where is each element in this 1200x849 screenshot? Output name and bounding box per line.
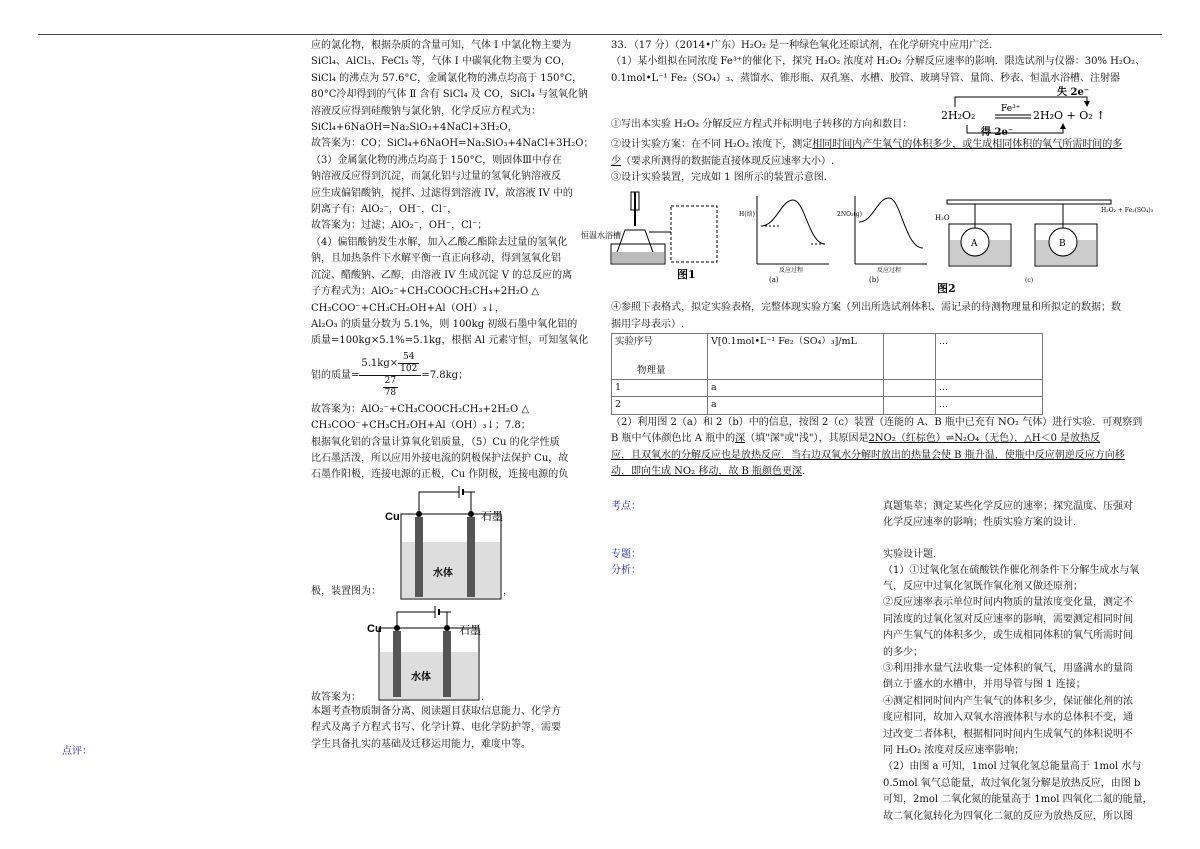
fig1-caption: 图1 xyxy=(677,268,696,282)
left-column xyxy=(311,38,599,753)
frac-inner-top: 54 xyxy=(398,352,419,364)
right-column xyxy=(581,38,1171,825)
eq-left: 2H₂O₂ xyxy=(941,109,976,123)
figure-1-and-2 xyxy=(581,186,1171,298)
left-text-line: 比石墨活泼，所以应用外接电流的阴极保护法保护 Cu，故 xyxy=(311,452,569,464)
fig2b-ylabel: 2NO₂(g) xyxy=(837,211,862,219)
analysis-line: ③利用排水量气法收集一定体积的氧气，用盛满水的量筒 xyxy=(883,662,1133,674)
fig1-bath-label: 恒温水浴槽 xyxy=(581,231,621,241)
water-label-2: 水体 xyxy=(411,671,431,683)
frac-den-a: 27 xyxy=(384,376,397,387)
analysis-line: 同浓度的过氧化氢对反应速率的影响，需要测定相同时间 xyxy=(883,613,1133,625)
left-text-line: SiCl₄+6NaOH=Na₂SiO₃+4NaCl+3H₂O， xyxy=(311,122,518,134)
analysis-line: 气，反应中过氧化氢既作氧化剂又做还原剂； xyxy=(883,580,1083,592)
cell-suffix: ， xyxy=(503,585,513,597)
graphite-label-2: 石墨 xyxy=(459,624,481,637)
left-text-line: 阴离子有：AlO₂⁻，OH⁻，Cl⁻， xyxy=(311,204,458,216)
fig2b-tag: (b) xyxy=(869,276,879,285)
left-text-line: 应的氯化物，根据杂质的含量可知，气体 I 中氯化物主要为 xyxy=(311,40,572,51)
fenxi-section xyxy=(611,563,1171,826)
question-title: 33．（17 分）（2014•广东）H₂O₂ 是一种绿色氧化还原试剂，在化学研究中应用广泛. xyxy=(611,40,993,51)
left-text-line: 应生成偏铝酸钠，搅拌、过滤得到溶液 IV，故溶液 IV 中的 xyxy=(311,187,573,199)
top-rule xyxy=(38,34,1162,35)
lose-electrons: 失 2e⁻ xyxy=(1057,87,1090,99)
comment-block xyxy=(311,704,599,753)
fig2c-h2o: H₂O xyxy=(935,214,950,223)
left-text-line: （3）金属氯化物的沸点均高于 150°C，则固体Ⅲ中存在 xyxy=(311,154,562,166)
kaodian-label: 考点： xyxy=(611,500,641,512)
fig2c-reagent: H₂O₂ + Fe₂(SO₄)₃ xyxy=(1101,207,1154,215)
table-row: 1 a ... xyxy=(612,380,1043,397)
left-text-line: SiCl₄、AlCl₃、FeCl₃ 等，气体 I 中碳氧化物主要为 CO， xyxy=(311,56,571,68)
left-text-line: 钠溶液反应得到沉淀，而氯化铝与过量的氢氧化钠溶液反 xyxy=(311,171,561,183)
analysis-line: 度应相同，故加入双氧水溶液体积与水的总体积不变，通 xyxy=(883,712,1133,724)
analysis-line: 同 H₂O₂ 浓度对反应速率影响； xyxy=(883,744,1025,756)
analysis-line: 倒立于盛水的水槽中，并用导管与图 1 连接； xyxy=(883,679,1086,691)
left-text-line: 故答案为：AlO₂⁻+CH₃COOCH₂CH₃+2H₂O △ xyxy=(311,403,530,415)
left-text-line: Al₂O₃ 的质量分数为 5.1%，则 100kg 初级石墨中氧化铝的 xyxy=(311,318,578,330)
left-text-line: 故答案为：过滤；AlO₂⁻，OH⁻，Cl⁻； xyxy=(311,220,488,232)
experiment-table xyxy=(611,333,1043,415)
analysis-line: 可知，2mol 二氧化氮的能量高于 1mol 四氧化二氮的能量， xyxy=(883,794,1153,806)
comment-line: 本题考查物质制备分离、阅读题目获取信息能力、化学方 xyxy=(311,705,561,717)
left-text-line: 沉淀、醋酸钠、乙醇，由溶液 IV 生成沉淀 V 的总反应的离 xyxy=(311,269,573,281)
zhuanti-value: 实验设计题． xyxy=(883,548,943,560)
frac-suffix: =7.8kg； xyxy=(421,369,469,381)
analysis-line: ②反应速率表示单位时间内物质的量浓度变化量，测定不 xyxy=(883,597,1133,609)
header-quantity: 物理量 xyxy=(637,364,666,376)
kaodian-value-2: 化学反应速率的影响；性质实验方案的设计． xyxy=(883,516,1083,528)
step4-line1: ④参照下表格式，拟定实验表格，完整体现实验方案（列出所选试剂体积、需记录的待测物理量和所拟定的数据；数 xyxy=(611,302,1121,314)
table-row: 2 a ... xyxy=(612,397,1043,414)
graphite-label: 石墨 xyxy=(481,510,503,523)
part2-line2: B 瓶中气体颜色比 A 瓶中的深（填"深"或"浅"），其原因是2NO₂（红棕色）⇌N₂O₄（无色），△H＜0 是放热反 xyxy=(611,433,1101,445)
flask-a-label: A xyxy=(971,239,978,250)
left-text-line: SiCl₄ 的沸点为 57.6°C，金属氯化物的沸点均高于 150°C， xyxy=(311,72,583,84)
zhuanti-section xyxy=(611,547,1171,563)
analysis-line: 的多少； xyxy=(883,646,923,658)
q1-line1: （1）某小组拟在同浓度 Fe³⁺的催化下，探究 H₂O₂ 浓度对 H₂O₂ 分解反应速率的影响．限选试剂与仪器：30% H₂O₂、 xyxy=(611,56,1146,68)
step2-line2: 少（要求所测得的数据能直接体现反应速率大小）. xyxy=(611,155,835,167)
analysis-line: 0.5mol 氧气总能量，故过氧化氢分解是放热反应，由图 b xyxy=(883,777,1141,789)
part2-line3: 应，且双氧水的分解反应也是放热反应．当右边双氧水分解时放出的热量会使 B 瓶升温，使瓶中反应朝逆反应方向移 xyxy=(611,449,1125,461)
header-volume: V[0.1mol•L⁻¹ Fe₂（SO₄）₃]/mL xyxy=(708,334,884,380)
cu-label-2: Cu xyxy=(367,622,382,635)
kaodian-value-1: 真题集萃；测定某些化学反应的速率；探究温度、压强对 xyxy=(883,500,1133,512)
left-text-line: 80°C冷却得到的气体 Ⅱ 含有 SiCl₄ 及 CO，SiCl₄ 与氢氧化钠 xyxy=(311,89,588,101)
step1: ①写出本实验 H₂O₂ 分解反应方程式并标明电子转移的方向和数目： xyxy=(611,119,913,131)
table-header-row xyxy=(612,334,1043,380)
left-text-line: 质量=100kg×5.1%=5.1kg，根据 Al 元素守恒，可知氢氧化 xyxy=(311,335,589,347)
comment-label: 点评： xyxy=(62,746,92,757)
left-text-line: 子方程式为：AlO₂⁻+CH₃COOCH₂CH₃+2H₂O △ xyxy=(311,286,540,298)
left-text-line: 钠，且加热条件下水解平衡一直正向移动，得到氢氧化铝 xyxy=(311,253,561,265)
step2-line1: ②设计实验方案：在不同 H₂O₂ 浓度下，测定相同时间内产生氧气的体积多少，或生成相同体积的氧气所需时间的多 xyxy=(611,139,1123,151)
gain-electrons: 得 2e⁻ xyxy=(981,127,1014,139)
eq-right: 2H₂O + O₂ ↑ xyxy=(1033,109,1106,123)
fig2-caption: 图2 xyxy=(937,282,956,296)
frac-num-a: 5.1kg× xyxy=(361,358,399,370)
cell-diagram-1 xyxy=(311,484,599,604)
fig2a-tag: (a) xyxy=(769,276,779,285)
flask-b-label: B xyxy=(1059,239,1066,250)
part2-line4: 动，即向生成 NO₂ 移动，故 B 瓶颜色更深． xyxy=(611,466,813,478)
header-ellipsis: ... xyxy=(936,334,1043,380)
comment-line: 程式及离子方程式书写、化学计算、电化学防护等，需要 xyxy=(311,722,561,734)
part2-line1: （2）利用图 2（a）和 2（b）中的信息，按图 2（c）装置（连能的 A、B 瓶中已充有 NO₂ 气体）进行实验．可观察到 xyxy=(611,416,1143,428)
cu-label: Cu xyxy=(385,510,400,523)
analysis-line: ④测定相同时间内产生氧气的体积多少，保证催化剂的浓 xyxy=(883,695,1133,707)
frac-den-b: 78 xyxy=(384,388,397,399)
left-text-line: 石墨作阳极，连接电源的正极，Cu 作阴极，连接电源的负 xyxy=(311,469,569,481)
analysis-line: （2）由图 a 可知，1mol 过氧化氢总能量高于 1mol 水与 xyxy=(883,761,1142,773)
fig2b-xlabel: 反应过程 xyxy=(877,267,902,275)
mass-fraction xyxy=(359,352,421,399)
header-col3 xyxy=(884,334,936,380)
cell-prefix: 极，装置图为： xyxy=(311,585,381,597)
analysis-line: 内产生氧气的体积多少，或生成相同体积的氧气所需时间 xyxy=(883,630,1133,642)
step3: ③设计实验装置，完成如 1 图所示的装置示意图. xyxy=(611,172,827,184)
frac-inner-bot: 102 xyxy=(400,364,418,375)
left-text-line: CH₃COO⁻+CH₃CH₂OH+Al（OH）₃↓， xyxy=(311,302,505,314)
cell-diagram-2 xyxy=(311,604,599,704)
analysis-line: 过改变二者体积，根据相同时间内生成氧气的体积说明不 xyxy=(883,728,1133,740)
left-text-line: 根据氧化铝的含量计算氧化铝质量，（5）Cu 的化学性质 xyxy=(311,436,560,448)
kaodian-section xyxy=(611,499,1171,547)
figures-row xyxy=(581,186,1171,300)
frac-prefix: 铝的质量= xyxy=(311,369,360,381)
analysis-line: 故二氧化氮转化为四氧化二氮的反应为放热反应，所以图 xyxy=(883,810,1133,822)
left-text-line: 溶液反应得到硅酸钠与氯化钠，化学反应方程式为： xyxy=(311,105,541,117)
fig2c-tag: (c) xyxy=(1025,277,1034,285)
answer-label: 故答案为： xyxy=(311,691,361,703)
answer-end: . xyxy=(481,691,485,703)
fenxi-text xyxy=(883,563,1171,826)
comment-line: 学生具备扎实的基础及迁移运用能力，难度中等。 xyxy=(311,738,531,750)
left-text-block xyxy=(311,38,599,350)
left-text-line: （4）偏铝酸钠发生水解，加入乙酸乙酯除去过量的氢氧化 xyxy=(311,236,568,248)
left-text-line: CH₃COO⁻+CH₃CH₂OH+Al（OH）₃↓；7.8； xyxy=(311,420,531,432)
header-exp-no: 实验序号 xyxy=(615,336,654,348)
step4-line2: 据用字母表示）. xyxy=(611,318,685,330)
cathodic-protection-diagram-answer xyxy=(367,604,537,702)
left-text-block-2 xyxy=(311,402,599,484)
fraction-line xyxy=(311,350,599,402)
electron-transfer-equation xyxy=(611,87,1171,137)
analysis-line: （1）①过氧化氢在硫酸铁作催化剂条件下分解生成水与氧 xyxy=(883,564,1140,576)
left-text-line: 故答案为：CO；SiCl₄+6NaOH=Na₂SiO₃+4NaCl+3H₂O； xyxy=(311,138,594,150)
zhuanti-label: 专题： xyxy=(611,548,641,560)
water-label: 水体 xyxy=(433,567,453,579)
cathodic-protection-diagram xyxy=(381,484,551,602)
fig2a-ylabel: H(焓) xyxy=(739,211,755,219)
fig2a-xlabel: 反应过程 xyxy=(779,267,804,275)
step2-answer: 相同时间内产生氧气的体积多少，或生成相同体积的氧气所需时间的多 xyxy=(812,139,1123,151)
fenxi-label: 分析： xyxy=(611,564,641,576)
q1-line2: 0.1mol•L⁻¹ Fe₂（SO₄）₃、蒸馏水、锥形瓶、双孔塞、水槽、胶管、玻璃导管、量筒、秒表、恒温水浴槽、注射器 xyxy=(611,72,1120,84)
answer-deep: 深 xyxy=(735,433,746,445)
catalyst-label: Fe³⁺ xyxy=(1001,104,1021,115)
